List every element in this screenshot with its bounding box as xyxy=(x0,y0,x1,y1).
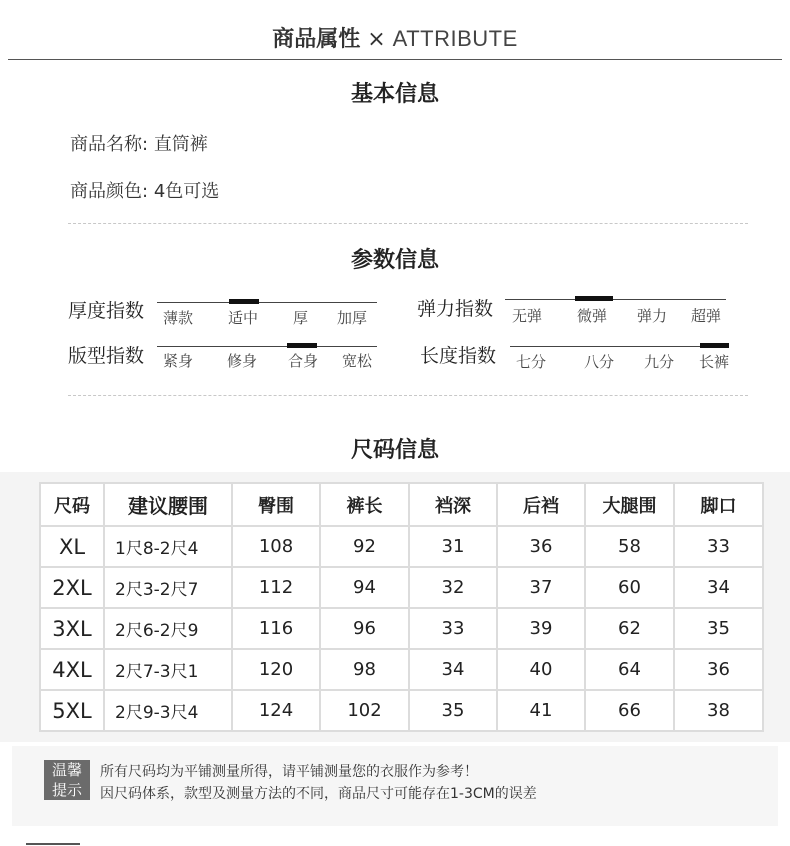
header-divider xyxy=(8,59,782,60)
table-cell: 31 xyxy=(409,526,497,567)
table-cell: 39 xyxy=(497,608,585,649)
size-cell: 3XL xyxy=(40,608,104,649)
tips-text-line1: 所有尺码均为平铺测量所得，请平铺测量您的衣服作为参考！ xyxy=(100,764,478,780)
table-cell: 36 xyxy=(497,526,585,567)
attr-value: 4色可选 xyxy=(153,181,220,202)
waist-cell: 1尺8-2尺4 xyxy=(104,526,232,567)
table-cell: 58 xyxy=(585,526,674,567)
table-row xyxy=(40,567,763,608)
scale-option: 合身 xyxy=(288,352,319,370)
table-cell: 32 xyxy=(409,567,497,608)
scale-selected-marker xyxy=(229,299,259,304)
scale-label-elasticity: 弹力指数 xyxy=(417,298,494,320)
scale-option: 八分 xyxy=(584,353,615,371)
params-title: 参数信息 xyxy=(350,248,439,273)
attr-label: 商品颜色: xyxy=(70,181,149,202)
column-header: 臀围 xyxy=(232,483,320,526)
scale-option: 无弹 xyxy=(512,307,543,325)
column-header: 裆深 xyxy=(409,483,497,526)
scale-option: 九分 xyxy=(644,353,675,371)
size-cell: 4XL xyxy=(40,649,104,690)
table-cell: 66 xyxy=(585,690,674,731)
waist-cell: 2尺6-2尺9 xyxy=(104,608,232,649)
table-cell: 35 xyxy=(674,608,763,649)
size-cell: 5XL xyxy=(40,690,104,731)
table-cell: 120 xyxy=(232,649,320,690)
footer-rule xyxy=(26,843,80,845)
size-cell: 2XL xyxy=(40,567,104,608)
column-header: 后裆 xyxy=(497,483,585,526)
scale-option: 加厚 xyxy=(337,309,368,327)
scale-label-fit: 版型指数 xyxy=(68,345,145,367)
table-cell: 34 xyxy=(409,649,497,690)
scale-line xyxy=(157,302,377,303)
table-row xyxy=(40,608,763,649)
scale-option: 宽松 xyxy=(342,352,373,370)
table-cell: 96 xyxy=(320,608,409,649)
tips-badge-line: 温馨 xyxy=(51,761,82,779)
scale-option: 紧身 xyxy=(163,352,194,370)
scale-label-length: 长度指数 xyxy=(420,345,497,367)
table-cell: 116 xyxy=(232,608,320,649)
waist-cell: 2尺9-3尺4 xyxy=(104,690,232,731)
scale-option: 七分 xyxy=(516,353,547,371)
attr-row-name xyxy=(70,130,208,156)
header-title-cn: 商品属性 xyxy=(272,27,361,52)
waist-cell: 2尺7-3尺1 xyxy=(104,649,232,690)
header-title-en: ATTRIBUTE xyxy=(392,26,518,51)
size-cell: XL xyxy=(40,526,104,567)
column-header: 建议腰围 xyxy=(104,483,232,526)
table-cell: 33 xyxy=(674,526,763,567)
table-cell: 108 xyxy=(232,526,320,567)
scale-option: 厚 xyxy=(293,309,309,327)
table-cell: 64 xyxy=(585,649,674,690)
table-row xyxy=(40,649,763,690)
scale-selected-marker xyxy=(575,296,613,301)
table-cell: 33 xyxy=(409,608,497,649)
attr-row-color xyxy=(70,177,219,203)
size-table xyxy=(39,482,764,732)
tips-text-line2: 因尺码体系，款型及测量方法的不同，商品尺寸可能存在1-3CM的误差 xyxy=(100,786,537,802)
table-cell: 94 xyxy=(320,567,409,608)
scale-label-thickness: 厚度指数 xyxy=(68,300,145,322)
column-header: 脚口 xyxy=(674,483,763,526)
tips-badge xyxy=(44,760,90,800)
scale-line xyxy=(157,346,377,347)
scale-option: 薄款 xyxy=(163,309,194,327)
table-row xyxy=(40,690,763,731)
scale-option: 修身 xyxy=(227,352,258,370)
table-cell: 102 xyxy=(320,690,409,731)
table-cell: 40 xyxy=(497,649,585,690)
attr-value: 直筒裤 xyxy=(153,134,208,155)
table-cell: 37 xyxy=(497,567,585,608)
scale-option: 长裤 xyxy=(699,353,730,371)
basic-info-title: 基本信息 xyxy=(350,82,439,107)
attr-label: 商品名称: xyxy=(70,134,149,155)
table-cell: 35 xyxy=(409,690,497,731)
scale-option: 弹力 xyxy=(637,307,668,325)
column-header: 裤长 xyxy=(320,483,409,526)
size-info-title: 尺码信息 xyxy=(350,438,439,463)
scale-option: 超弹 xyxy=(691,307,722,325)
table-cell: 60 xyxy=(585,567,674,608)
table-cell: 112 xyxy=(232,567,320,608)
table-cell: 34 xyxy=(674,567,763,608)
section-divider xyxy=(68,223,748,224)
table-cell: 62 xyxy=(585,608,674,649)
section-divider xyxy=(68,395,748,396)
table-cell: 98 xyxy=(320,649,409,690)
table-cell: 41 xyxy=(497,690,585,731)
scale-line xyxy=(505,299,726,300)
page-header xyxy=(0,22,790,53)
table-cell: 36 xyxy=(674,649,763,690)
waist-cell: 2尺3-2尺7 xyxy=(104,567,232,608)
table-header-row xyxy=(40,483,763,526)
column-header: 尺码 xyxy=(40,483,104,526)
scale-line xyxy=(510,346,729,347)
tips-badge-line: 提示 xyxy=(51,781,82,799)
table-row xyxy=(40,526,763,567)
header-separator: × xyxy=(367,27,386,52)
table-cell: 124 xyxy=(232,690,320,731)
scale-option: 适中 xyxy=(228,309,259,327)
scale-selected-marker xyxy=(287,343,317,348)
column-header: 大腿围 xyxy=(585,483,674,526)
table-cell: 38 xyxy=(674,690,763,731)
table-cell: 92 xyxy=(320,526,409,567)
scale-selected-marker xyxy=(700,343,729,348)
scale-option: 微弹 xyxy=(577,307,608,325)
